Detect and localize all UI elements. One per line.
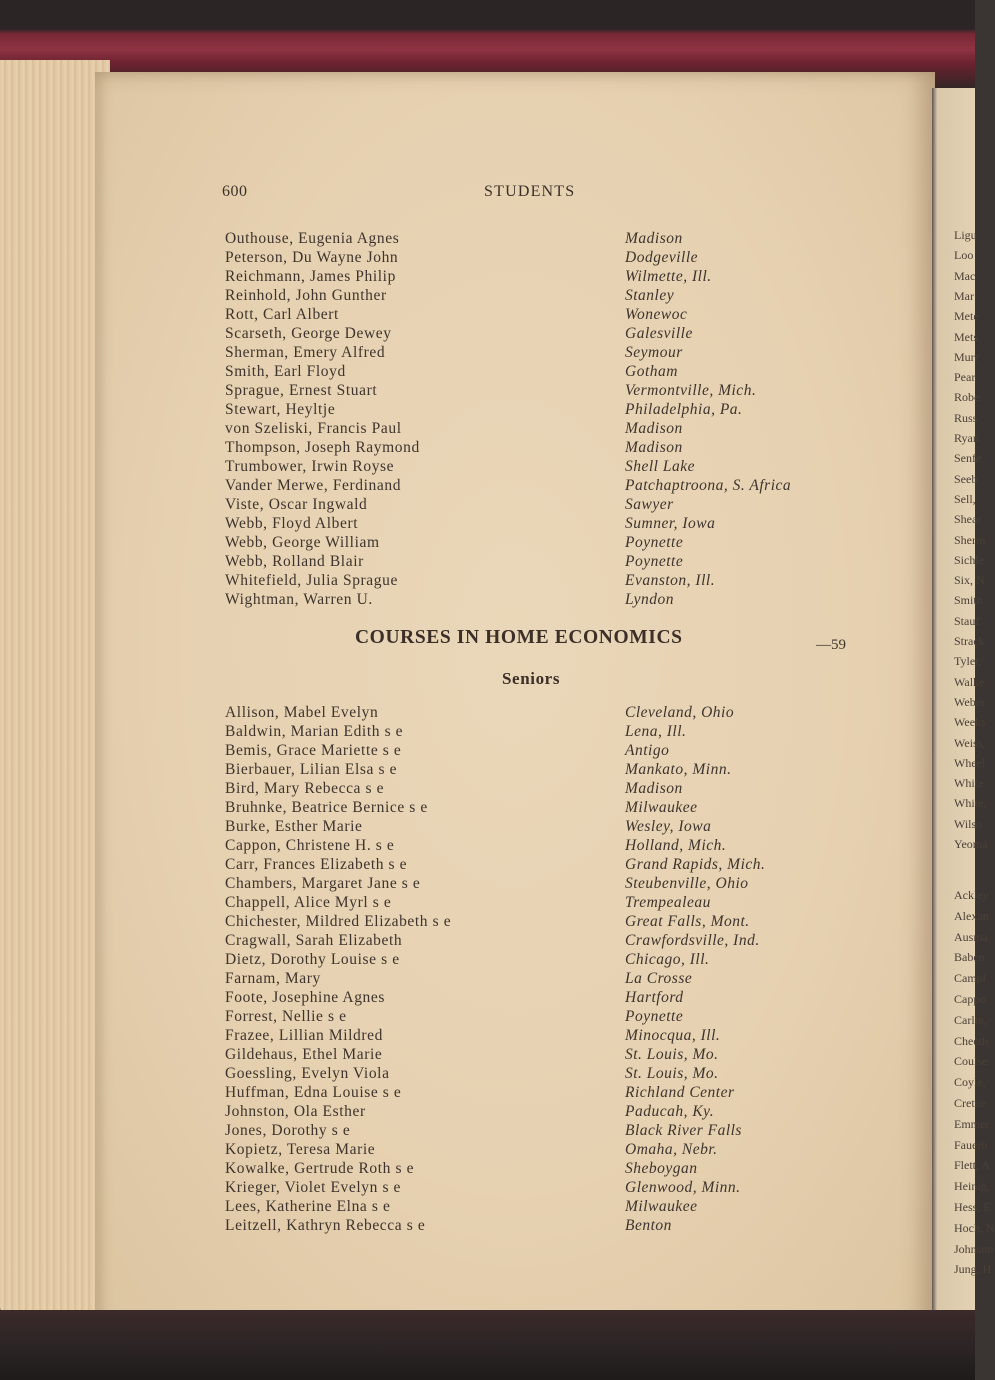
- student-row: [225, 989, 865, 1008]
- student-row: [225, 382, 865, 401]
- student-row: [225, 553, 865, 572]
- facing-page-text: Russ: [954, 410, 978, 425]
- student-hometown: Paducah, Ky.: [625, 1103, 715, 1120]
- student-hometown: Vermontville, Mich.: [625, 382, 757, 399]
- facing-page-text: Hess, E: [954, 1200, 991, 1214]
- student-hometown: Wilmette, Ill.: [625, 268, 712, 285]
- student-name: Forrest, Nellie s e: [225, 1008, 347, 1025]
- facing-page-text: Sherm: [954, 532, 986, 547]
- facing-page-edge: [932, 88, 995, 1318]
- page-header: [222, 183, 592, 203]
- student-hometown: Philadelphia, Pa.: [625, 401, 743, 418]
- student-hometown: Poynette: [625, 534, 684, 551]
- student-hometown: Wonewoc: [625, 306, 688, 323]
- facing-page-text: Heinig,: [954, 1179, 990, 1194]
- student-hometown: Trempealeau: [625, 894, 711, 911]
- student-hometown: Seymour: [625, 344, 683, 361]
- student-row: [225, 723, 865, 742]
- student-hometown: Poynette: [625, 1008, 684, 1025]
- student-hometown: Milwaukee: [625, 1198, 698, 1215]
- student-hometown: Omaha, Nebr.: [625, 1141, 718, 1158]
- student-row: [225, 837, 865, 856]
- student-row: [225, 951, 865, 970]
- student-hometown: Sumner, Iowa: [625, 515, 716, 532]
- facing-page-text: Yeoma: [954, 837, 988, 851]
- student-name: Farnam, Mary: [225, 970, 321, 987]
- student-hometown: Chicago, Ill.: [625, 951, 710, 968]
- student-name: Scarseth, George Dewey: [225, 325, 392, 342]
- student-row: [225, 249, 865, 268]
- student-row: [225, 268, 865, 287]
- student-name: Bruhnke, Beatrice Bernice s e: [225, 799, 428, 816]
- facing-page-text: Cheeth: [954, 1033, 988, 1048]
- facing-page-text: White: [954, 776, 984, 791]
- student-hometown: Madison: [625, 230, 683, 247]
- student-hometown: Stanley: [625, 287, 675, 304]
- student-row: [225, 818, 865, 837]
- student-hometown: Black River Falls: [625, 1122, 742, 1139]
- facing-page-text: Senfe: [954, 451, 982, 466]
- student-row: [225, 970, 865, 989]
- student-name: Huffman, Edna Louise s e: [225, 1084, 402, 1101]
- student-row: [225, 230, 865, 249]
- facing-page-text: Wheel: [954, 755, 986, 770]
- student-row: [225, 1027, 865, 1046]
- facing-page-text: Emmer: [954, 1116, 990, 1131]
- student-row: [225, 363, 865, 382]
- facing-page-text: Smith: [954, 593, 983, 608]
- student-name: Cragwall, Sarah Elizabeth: [225, 932, 403, 949]
- student-name: Sherman, Emery Alfred: [225, 344, 386, 361]
- student-row: [225, 287, 865, 306]
- students-list: [225, 230, 865, 610]
- student-row: [225, 761, 865, 780]
- student-hometown: Steubenville, Ohio: [625, 875, 749, 892]
- facing-page-text: Ryan: [954, 431, 979, 445]
- running-head: STUDENTS: [484, 183, 576, 200]
- facing-page-text: Loo: [954, 248, 974, 263]
- student-name: Chappell, Alice Myrl s e: [225, 894, 392, 911]
- facing-page-text: Coyle,: [954, 1075, 986, 1090]
- student-name: Allison, Mabel Evelyn: [225, 704, 379, 721]
- facing-page-text: Johnson: [954, 1241, 994, 1256]
- student-name: Burke, Esther Marie: [225, 818, 363, 835]
- facing-page-text: Tyler,: [954, 654, 982, 669]
- student-row: [225, 534, 865, 553]
- facing-page-text: Stauf: [954, 613, 980, 628]
- student-name: Trumbower, Irwin Royse: [225, 458, 395, 475]
- student-row: [225, 856, 865, 875]
- student-name: Stewart, Heyltje: [225, 401, 336, 418]
- student-row: [225, 799, 865, 818]
- student-row: [225, 477, 865, 496]
- student-hometown: Sawyer: [625, 496, 674, 513]
- student-hometown: Antigo: [625, 742, 670, 759]
- student-name: Frazee, Lillian Mildred: [225, 1027, 383, 1044]
- student-row: [225, 458, 865, 477]
- student-row: [225, 1198, 865, 1217]
- student-name: Kopietz, Teresa Marie: [225, 1141, 376, 1158]
- student-hometown: Madison: [625, 420, 683, 437]
- student-name: Gildehaus, Ethel Marie: [225, 1046, 383, 1063]
- student-hometown: Evanston, Ill.: [625, 572, 716, 589]
- facing-page-text: Campl: [954, 971, 986, 986]
- student-name: Jones, Dorothy s e: [225, 1122, 351, 1139]
- student-hometown: Patchaptroona, S. Africa: [625, 477, 792, 494]
- section-title: COURSES IN HOME ECONOMICS: [355, 627, 683, 648]
- student-row: [225, 932, 865, 951]
- student-row: [225, 1217, 865, 1236]
- student-name: Johnston, Ola Esther: [225, 1103, 366, 1120]
- facing-page-text: Weiss,: [954, 735, 986, 750]
- facing-page-text: Baben: [954, 950, 985, 965]
- facing-page-text: Six, N: [954, 573, 985, 588]
- facing-page-text: Wilso: [954, 816, 983, 831]
- book-cover-bottom: [0, 1310, 975, 1380]
- facing-page-text: Cretne: [954, 1096, 986, 1110]
- facing-page-text: Walke: [954, 674, 985, 689]
- student-name: Webb, Floyd Albert: [225, 515, 359, 532]
- student-row: [225, 1122, 865, 1141]
- student-name: von Szeliski, Francis Paul: [225, 420, 402, 437]
- student-row: [225, 325, 865, 344]
- student-row: [225, 1046, 865, 1065]
- student-hometown: Galesville: [625, 325, 693, 342]
- student-name: Bird, Mary Rebecca s e: [225, 780, 385, 797]
- facing-page-text: Shear: [954, 512, 982, 527]
- facing-page-text: Sell,: [954, 491, 976, 506]
- student-hometown: Mankato, Minn.: [625, 761, 732, 778]
- facing-page-text: Mac: [954, 268, 976, 283]
- facing-page-text: Alexan: [954, 908, 989, 923]
- student-name: Goessling, Evelyn Viola: [225, 1065, 390, 1082]
- student-name: Leitzell, Kathryn Rebecca s e: [225, 1217, 426, 1234]
- student-hometown: Madison: [625, 780, 683, 797]
- student-row: [225, 306, 865, 325]
- student-hometown: Wesley, Iowa: [625, 818, 712, 835]
- student-hometown: Madison: [625, 439, 683, 456]
- facing-page-text: White,: [954, 796, 987, 811]
- facing-page-text: Strack: [954, 634, 985, 648]
- facing-page-text: Seeb: [954, 471, 978, 486]
- student-name: Lees, Katherine Elna s e: [225, 1198, 391, 1215]
- student-hometown: Richland Center: [625, 1084, 735, 1101]
- student-name: Outhouse, Eugenia Agnes: [225, 230, 400, 247]
- student-row: [225, 1008, 865, 1027]
- student-name: Bemis, Grace Mariette s e: [225, 742, 402, 759]
- student-row: [225, 496, 865, 515]
- student-hometown: Gotham: [625, 363, 678, 380]
- student-hometown: Crawfordsville, Ind.: [625, 932, 760, 949]
- facing-page-text: Flett, A: [954, 1158, 991, 1173]
- page-number: 600: [222, 183, 248, 200]
- student-name: Baldwin, Marian Edith s e: [225, 723, 404, 740]
- student-name: Reinhold, John Gunther: [225, 287, 387, 304]
- student-name: Carr, Frances Elizabeth s e: [225, 856, 408, 873]
- subsection-title: Seniors: [502, 669, 561, 688]
- facing-page-text: Coulse: [954, 1054, 988, 1069]
- student-hometown: Benton: [625, 1217, 672, 1234]
- student-row: [225, 401, 865, 420]
- facing-page-text: Mete: [954, 309, 979, 324]
- student-row: [225, 1084, 865, 1103]
- student-row: [225, 742, 865, 761]
- facing-page-text: Hoch, N: [954, 1220, 995, 1235]
- student-row: [225, 1103, 865, 1122]
- student-name: Reichmann, James Philip: [225, 268, 396, 285]
- student-hometown: Shell Lake: [625, 458, 695, 475]
- student-hometown: Glenwood, Minn.: [625, 1179, 741, 1196]
- student-name: Sprague, Ernest Stuart: [225, 382, 378, 399]
- student-hometown: Cleveland, Ohio: [625, 704, 735, 721]
- student-name: Webb, Rolland Blair: [225, 553, 364, 570]
- student-row: [225, 420, 865, 439]
- facing-page-text: Ausma: [954, 929, 988, 944]
- student-row: [225, 591, 865, 610]
- facing-page-text: Fauerb: [954, 1137, 988, 1152]
- student-row: [225, 439, 865, 458]
- student-row: [225, 875, 865, 894]
- facing-page-text: Mets: [954, 329, 978, 344]
- student-hometown: La Crosse: [625, 970, 693, 987]
- facing-page-text: Sichle: [954, 552, 984, 567]
- facing-page-text: Jung, H: [954, 1262, 992, 1277]
- student-hometown: Lyndon: [625, 591, 675, 608]
- facing-page-text: Mar: [954, 288, 974, 303]
- facing-page-text: Ackley: [954, 888, 989, 902]
- student-name: Smith, Earl Floyd: [225, 363, 346, 380]
- student-hometown: Dodgeville: [625, 249, 699, 266]
- student-row: [225, 1065, 865, 1084]
- student-name: Rott, Carl Albert: [225, 306, 339, 323]
- student-hometown: Sheboygan: [625, 1160, 698, 1177]
- student-hometown: Minocqua, Ill.: [625, 1027, 721, 1044]
- student-name: Whitefield, Julia Sprague: [225, 572, 398, 589]
- student-hometown: Hartford: [625, 989, 684, 1006]
- student-name: Wightman, Warren U.: [225, 591, 373, 608]
- student-row: [225, 1179, 865, 1198]
- margin-note: —59: [816, 637, 846, 653]
- student-row: [225, 1141, 865, 1160]
- facing-page-text: Weber: [954, 694, 986, 709]
- student-row: [225, 1160, 865, 1179]
- student-hometown: St. Louis, Mo.: [625, 1046, 719, 1063]
- student-hometown: St. Louis, Mo.: [625, 1065, 719, 1082]
- student-name: Peterson, Du Wayne John: [225, 249, 399, 266]
- student-name: Chambers, Margaret Jane s e: [225, 875, 421, 892]
- facing-page-text: Pear: [954, 370, 976, 385]
- student-name: Chichester, Mildred Elizabeth s e: [225, 913, 452, 930]
- student-name: Dietz, Dorothy Louise s e: [225, 951, 400, 968]
- facing-page-text: Cappo: [954, 992, 986, 1006]
- student-row: [225, 344, 865, 363]
- facing-page-text: Ligu: [954, 228, 977, 242]
- student-hometown: Holland, Mich.: [625, 837, 727, 854]
- student-name: Webb, George William: [225, 534, 380, 551]
- student-hometown: Grand Rapids, Mich.: [625, 856, 766, 873]
- student-hometown: Milwaukee: [625, 799, 698, 816]
- seniors-list: [225, 704, 865, 1236]
- facing-page-text: Murr: [954, 349, 979, 364]
- student-row: [225, 913, 865, 932]
- student-row: [225, 704, 865, 723]
- student-hometown: Poynette: [625, 553, 684, 570]
- student-name: Cappon, Christene H. s e: [225, 837, 395, 854]
- student-name: Vander Merwe, Ferdinand: [225, 477, 402, 494]
- page-stack-edge: [0, 60, 110, 1315]
- student-name: Bierbauer, Lilian Elsa s e: [225, 761, 398, 778]
- facing-page-text: Weeks: [954, 715, 986, 730]
- student-hometown: Lena, Ill.: [625, 723, 687, 740]
- student-row: [225, 894, 865, 913]
- student-hometown: Great Falls, Mont.: [625, 913, 750, 930]
- facing-page-text: Robe: [954, 390, 980, 405]
- student-row: [225, 780, 865, 799]
- facing-page-text: Carlin,: [954, 1012, 987, 1027]
- student-name: Kowalke, Gertrude Roth s e: [225, 1160, 415, 1177]
- student-row: [225, 515, 865, 534]
- student-name: Foote, Josephine Agnes: [225, 989, 386, 1006]
- student-name: Thompson, Joseph Raymond: [225, 439, 420, 456]
- student-name: Viste, Oscar Ingwald: [225, 496, 368, 513]
- student-row: [225, 572, 865, 591]
- student-name: Krieger, Violet Evelyn s e: [225, 1179, 402, 1196]
